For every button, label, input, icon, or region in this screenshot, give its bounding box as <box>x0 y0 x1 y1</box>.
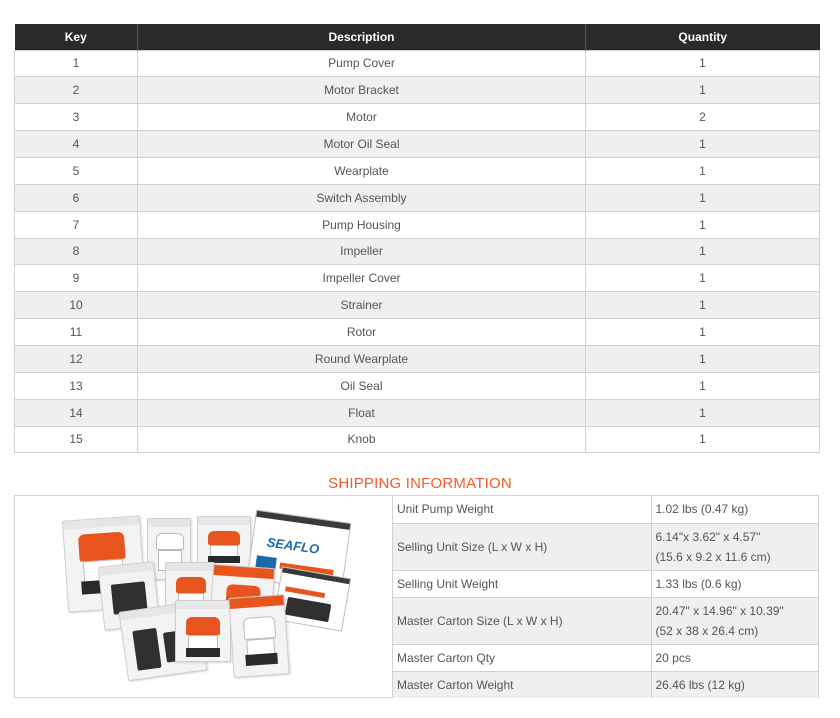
spec-label: Master Carton Weight <box>393 671 651 698</box>
cell-description: Switch Assembly <box>138 184 586 211</box>
cell-description: Strainer <box>138 292 586 319</box>
spec-row <box>393 671 818 698</box>
brand-logo: SEAFLO <box>265 534 321 557</box>
product-packaging-image <box>15 496 393 697</box>
cell-quantity: 1 <box>586 184 820 211</box>
spec-row <box>393 570 818 597</box>
cell-description: Impeller Cover <box>138 265 586 292</box>
cell-description: Pump Housing <box>138 211 586 238</box>
header-key: Key <box>15 24 138 50</box>
cell-key: 13 <box>15 372 138 399</box>
bilge-pump-image <box>243 616 278 666</box>
cell-quantity: 1 <box>586 157 820 184</box>
cell-key: 7 <box>15 211 138 238</box>
spec-value-line: 1.02 lbs (0.47 kg) <box>655 502 749 517</box>
cell-key: 10 <box>15 292 138 319</box>
shipping-title: SHIPPING INFORMATION <box>328 475 512 492</box>
table-row <box>15 157 820 184</box>
table-row <box>15 426 820 453</box>
bilge-pump-image <box>208 531 240 563</box>
cell-quantity: 1 <box>586 131 820 158</box>
table-row <box>15 292 820 319</box>
cell-key: 6 <box>15 184 138 211</box>
table-row <box>15 211 820 238</box>
spec-row <box>393 644 818 671</box>
cell-quantity: 1 <box>586 292 820 319</box>
cell-description: Motor Bracket <box>138 77 586 104</box>
table-row <box>15 104 820 131</box>
cell-description: Motor <box>138 104 586 131</box>
cell-key: 3 <box>15 104 138 131</box>
spec-value-line: 20 pcs <box>655 650 691 665</box>
cell-quantity: 1 <box>586 211 820 238</box>
spec-value-line: 26.46 lbs (12 kg) <box>655 677 745 692</box>
cell-key: 12 <box>15 345 138 372</box>
spec-value <box>651 597 818 644</box>
spec-label: Selling Unit Weight <box>393 570 651 597</box>
cell-quantity: 1 <box>586 399 820 426</box>
bilge-pump-image <box>186 617 220 657</box>
cell-quantity: 1 <box>586 50 820 77</box>
cell-key: 15 <box>15 426 138 453</box>
cell-quantity: 2 <box>586 104 820 131</box>
spec-value <box>651 671 818 698</box>
spec-value <box>651 570 818 597</box>
table-row <box>15 265 820 292</box>
cell-key: 8 <box>15 238 138 265</box>
cell-quantity: 1 <box>586 77 820 104</box>
spec-row <box>393 496 818 523</box>
table-row <box>15 345 820 372</box>
cell-description: Motor Oil Seal <box>138 131 586 158</box>
cell-quantity: 1 <box>586 372 820 399</box>
spec-row <box>393 523 818 570</box>
table-row <box>15 184 820 211</box>
parts-table-body <box>15 50 820 453</box>
cell-key: 9 <box>15 265 138 292</box>
table-row <box>15 50 820 77</box>
shipping-section <box>14 495 819 698</box>
cell-description: Impeller <box>138 238 586 265</box>
parts-table-header <box>15 24 820 50</box>
cell-key: 4 <box>15 131 138 158</box>
cell-description: Oil Seal <box>138 372 586 399</box>
table-row <box>15 131 820 158</box>
cell-description: Float <box>138 399 586 426</box>
spec-label: Selling Unit Size (L x W x H) <box>393 523 651 570</box>
cell-description: Wearplate <box>138 157 586 184</box>
header-description: Description <box>138 24 586 50</box>
cell-description: Rotor <box>138 319 586 346</box>
parts-table <box>14 24 820 453</box>
spec-row <box>393 597 818 644</box>
header-quantity: Quantity <box>586 24 820 50</box>
cell-key: 11 <box>15 319 138 346</box>
shipping-specs-table <box>393 496 818 698</box>
cell-key: 2 <box>15 77 138 104</box>
table-row <box>15 77 820 104</box>
spec-value-line: 20.47" x 14.96" x 10.39" <box>655 603 784 618</box>
spec-value <box>651 496 818 523</box>
cell-quantity: 1 <box>586 426 820 453</box>
spec-value <box>651 644 818 671</box>
cell-quantity: 1 <box>586 265 820 292</box>
spec-value-line: 1.33 lbs (0.6 kg) <box>655 576 742 591</box>
spec-value <box>651 523 818 570</box>
table-row <box>15 319 820 346</box>
cell-description: Knob <box>138 426 586 453</box>
cell-quantity: 1 <box>586 345 820 372</box>
cell-description: Round Wearplate <box>138 345 586 372</box>
spec-label: Master Carton Qty <box>393 644 651 671</box>
table-row <box>15 399 820 426</box>
spec-value-line: (15.6 x 9.2 x 11.6 cm) <box>655 549 771 564</box>
cell-description: Pump Cover <box>138 50 586 77</box>
spec-label: Unit Pump Weight <box>393 496 651 523</box>
spec-value-line: 6.14"x 3.62" x 4.57" <box>655 529 761 544</box>
cell-key: 1 <box>15 50 138 77</box>
cell-quantity: 1 <box>586 238 820 265</box>
cell-key: 14 <box>15 399 138 426</box>
spec-label: Master Carton Size (L x W x H) <box>393 597 651 644</box>
package-card <box>228 594 289 678</box>
spec-value-line: (52 x 38 x 26.4 cm) <box>655 623 759 638</box>
table-row <box>15 372 820 399</box>
package-card <box>175 600 231 662</box>
cell-key: 5 <box>15 157 138 184</box>
cell-quantity: 1 <box>586 319 820 346</box>
table-row <box>15 238 820 265</box>
